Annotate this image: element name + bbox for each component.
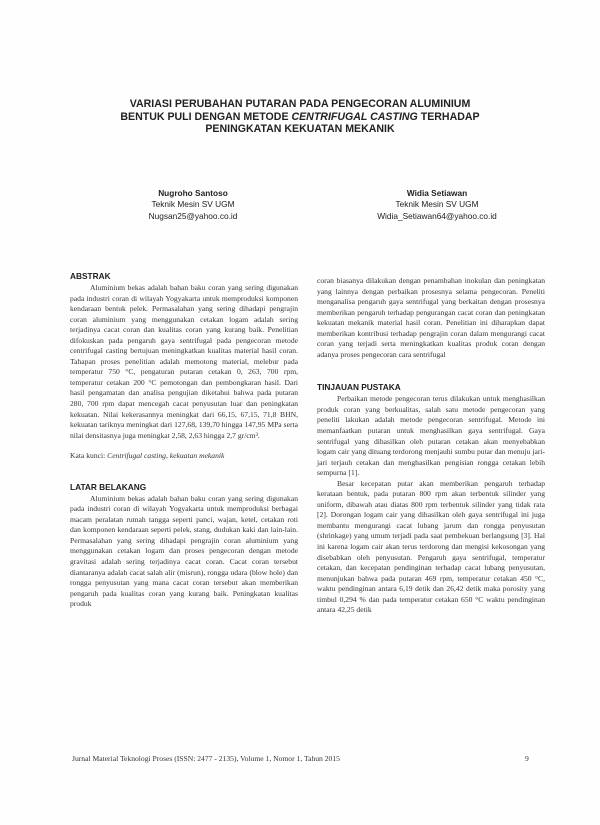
title-line-2-pre: BENTUK PULI DENGAN METODE xyxy=(120,110,292,123)
paper-title xyxy=(90,98,510,136)
left-column xyxy=(70,271,298,610)
author-affiliation: Teknik Mesin SV UGM xyxy=(151,199,235,210)
author-name: Widia Setiawan xyxy=(406,188,468,198)
author-email: Nugsan25@yahoo.co.id xyxy=(148,210,238,221)
latar-belakang-heading: LATAR BELAKANG xyxy=(70,481,147,492)
section-gap xyxy=(70,462,298,482)
title-line-2-italic: CENTRIFUGAL CASTING xyxy=(291,110,418,123)
keywords-value: Centrifugal casting, kekuatan mekanik xyxy=(107,451,225,461)
author-block-1 xyxy=(93,188,293,222)
keywords xyxy=(70,451,298,462)
journal-footer: Jurnal Material Teknologi Proses (ISSN: 2477 - 2135), Volume 1, Nomor 1, Tahun 2015 xyxy=(72,754,340,763)
tinjauan-paragraph-2: Besar kecepatan putar akan memberikan pengaruh terhadap kerataan bentuk, pada putaran 800 rpm akan terbentuk silinder yang uniform, dibawah atau diatas 800 rpm terbentuk silinder yang tidak rata [2]. Dorongan logam cair yang dihasilkan oleh gaya sentrifugal ini juga membantu mengurangi cacat lubang jarum dan rongga penyusutan (shrinkage) yang umum terjadi pada saat pembekuan berlangsung [3]. Hal ini karena logam cair akan terus terdorong dan mengisi kekosongan yang disebabkan oleh penyusutan. Pengaruh gaya sentrifugal, temperatur cetakan, dan kecepatan pendinginan terhadap cacat lubang penyusutan, menunjukan bahwa pada putaran 469 rpm, temperatur cetakan 450 °C, waktu pendinginan antara 6,19 detik dan 26,42 detik maka porosity yang timbul 0,294 % dan pada temperatur cetakan 650 °C waktu pendinginan antara 42,25 detik xyxy=(317,478,545,615)
author-name: Nugroho Santoso xyxy=(158,188,228,198)
abstract-heading: ABSTRAK xyxy=(70,271,111,281)
right-column xyxy=(317,276,545,616)
tinjauan-pustaka-heading: TINJAUAN PUSTAKA xyxy=(317,382,401,393)
title-line-1: VARIASI PERUBAHAN PUTARAN PADA PENGECORAN ALUMINIUM xyxy=(129,98,471,110)
title-line-3: PENINGKATAN KEKUATAN MEKANIK xyxy=(205,123,395,135)
title-line-2 xyxy=(90,111,510,124)
author-email: Widia_Setiawan64@yahoo.co.id xyxy=(377,210,497,221)
page-number: 9 xyxy=(525,754,529,763)
continuation-text: coran biasanya dilakukan dengan penambahan inokulan dan peningkatan yang lainnya dengan perbaikan prosesnya selama pengecoran. Peneliti menganalisa pengaruh gaya sentrifugal yang berkaitan dengan prosesnya memberikan pengaruh terhadap pengurangan cacat coran dan peningkatan kekuatan mekanik material hasil coran. Penelitian ini diharapkan dapat memberikan kontribusi terhadap pengrajin coran dalam mengurangi cacat coran yang terjadi serta meningkatkan kualitas produk coran dengan adanya proses pengecoran cara sentrifugal xyxy=(317,276,545,359)
author-block-2 xyxy=(337,188,537,222)
abstract-text: Aluminium bekas adalah bahan baku coran yang sering digunakan pada industri coran di wilayah Yogyakarta untuk memproduksi komponen kendaraan bentuk pelek. Permasalahan yang sering dihadapi pengrajin coran aluminium yang menggunakan cetakan logam adalah sering terjadinya cacat coran dan kualitas coran yang kurang baik. Penelitian difokuskan pada pengaruh gaya sentrifugal pada pengecoran metode centrifugal casting bertujuan meningkatkan kualitas material hasil coran. Tahapan proses penelitian adalah memotong material, melebur pada temperatur 750 °C, pengaturan putaran cetakan 0, 263, 700 rpm, temperatur cetakan 200 °C pemotongan dan pembongkaran hasil. Dari hasil pengamatan dan analisa pengujian diketahui bahwa pada putaran 280, 700 rpm dapat mencegah cacat penyusutan luar dan peningkatan kekuatan. Nilai kekerasannya meningkat dari 66,15, 67,15, 71,8 BHN, kekuatan tariknya meningkat dari 127,68, 139,70 hingga 147,95 MPa serta nilai densitasnya juga meningkat 2,58, 2,63 hingga 2,7 gr/cm³. xyxy=(70,283,298,440)
section-gap xyxy=(317,360,545,382)
tinjauan-paragraph-1: Perbaikan metode pengecoran terus dilakukan untuk menghasilkan produk coran yang berkualitas, salah satu metode pengecoran yang peneliti lakukan adalah metode pengecoran sentrifugal. Metode ini memanfaatkan putaran untuk menghasilkan gaya sentrifugal. Gaya sentrifugal yang dihasilkan oleh putaran cetakan akan menyebabkan logam cair yang dituang terdorong menjauhi sumbu putar dan menuju jari-jari terjauh cetakan dan menghasilkan pengisian rongga cetakan lebih sempurna [1]. xyxy=(317,394,545,478)
author-affiliation: Teknik Mesin SV UGM xyxy=(395,199,479,210)
keywords-label: Kata kunci: xyxy=(70,451,108,461)
title-line-2-post: TERHADAP xyxy=(417,110,480,123)
latar-belakang-text: Aluminium bekas adalah bahan baku coran yang sering digunakan pada industri coran di wilayah Yogyakarta untuk memproduksi berbagai macam peralatan rumah tangga seperti panci, wajan, ketel, cetakan roti dan komponen kendaraan seperti pelek, stang, dudukan kaki dan lain-lain. Permasalahan yang sering dihadapi pengrajin coran aluminium yang menggunakan cetakan logam dan proses pengecoran dengan metode gravitasi adalah sering terjadinya cacat coran. Cacat coran tersebut diantaranya adalah cacat salah alir (misrun), rongga udara (blow hole) dan rongga penyusutan yang mana cacat coran tersebut akan memberikan pengaruh pada kualitas coran yang kurang baik. Peningkatan kualitas produk xyxy=(70,493,298,609)
